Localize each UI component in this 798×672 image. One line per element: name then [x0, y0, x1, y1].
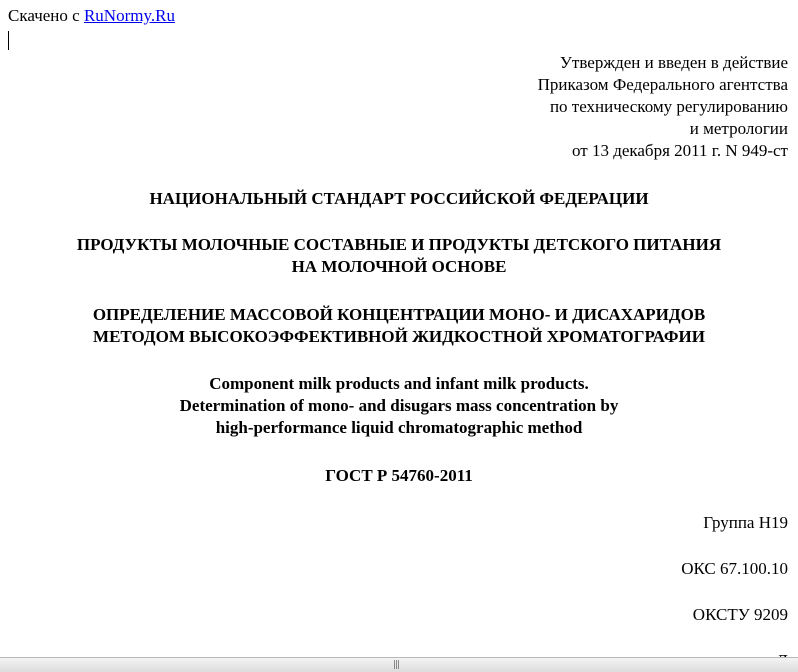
english-title-line: high-performance liquid chromatographic method	[215, 418, 583, 437]
oks-code: ОКС 67.100.10	[681, 559, 788, 578]
gost-number-line: ГОСТ Р 54760-2011	[325, 466, 473, 485]
method-title-line: ОПРЕДЕЛЕНИЕ МАССОВОЙ КОНЦЕНТРАЦИИ МОНО- И ДИСАХАРИДОВ	[92, 305, 706, 324]
approval-line: и метрологии	[689, 119, 788, 138]
method-title-line: МЕТОДОМ ВЫСОКОЭФФЕКТИВНОЙ ЖИДКОСТНОЙ ХРОМАТОГРАФИИ	[93, 327, 705, 346]
approval-block	[388, 52, 788, 162]
approval-line: Утвержден и введен в действие	[559, 53, 788, 72]
horizontal-scrollbar[interactable]	[0, 657, 798, 672]
products-title-line: ПРОДУКТЫ МОЛОЧНЫЕ СОСТАВНЫЕ И ПРОДУКТЫ ДЕТСКОГО ПИТАНИЯ	[76, 235, 722, 254]
scrollbar-grip-icon[interactable]: |||	[393, 660, 400, 670]
standard-title-line: НАЦИОНАЛЬНЫЙ СТАНДАРТ РОССИЙСКОЙ ФЕДЕРАЦИИ	[149, 189, 649, 208]
downloaded-from-line	[8, 5, 175, 27]
gost-number	[0, 465, 798, 487]
text-cursor	[8, 31, 9, 50]
method-title	[0, 304, 798, 348]
okstu-code: ОКСТУ 9209	[692, 605, 788, 624]
products-title	[0, 234, 798, 278]
approval-line: от 13 декабря 2011 г. N 949-ст	[571, 141, 788, 160]
standard-title	[0, 188, 798, 210]
approval-line: по техническому регулированию	[549, 97, 788, 116]
downloaded-prefix: Скачено с	[8, 6, 84, 25]
group-code: Группа Н19	[703, 513, 788, 532]
runormy-link[interactable]: RuNormy.Ru	[83, 6, 175, 25]
english-title-line: Component milk products and infant milk products.	[209, 374, 589, 393]
english-title-line: Determination of mono- and disugars mass concentration by	[179, 396, 619, 415]
english-title	[0, 373, 798, 439]
approval-line: Приказом Федерального агентства	[537, 75, 788, 94]
products-title-line: НА МОЛОЧНОЙ ОСНОВЕ	[291, 257, 507, 276]
